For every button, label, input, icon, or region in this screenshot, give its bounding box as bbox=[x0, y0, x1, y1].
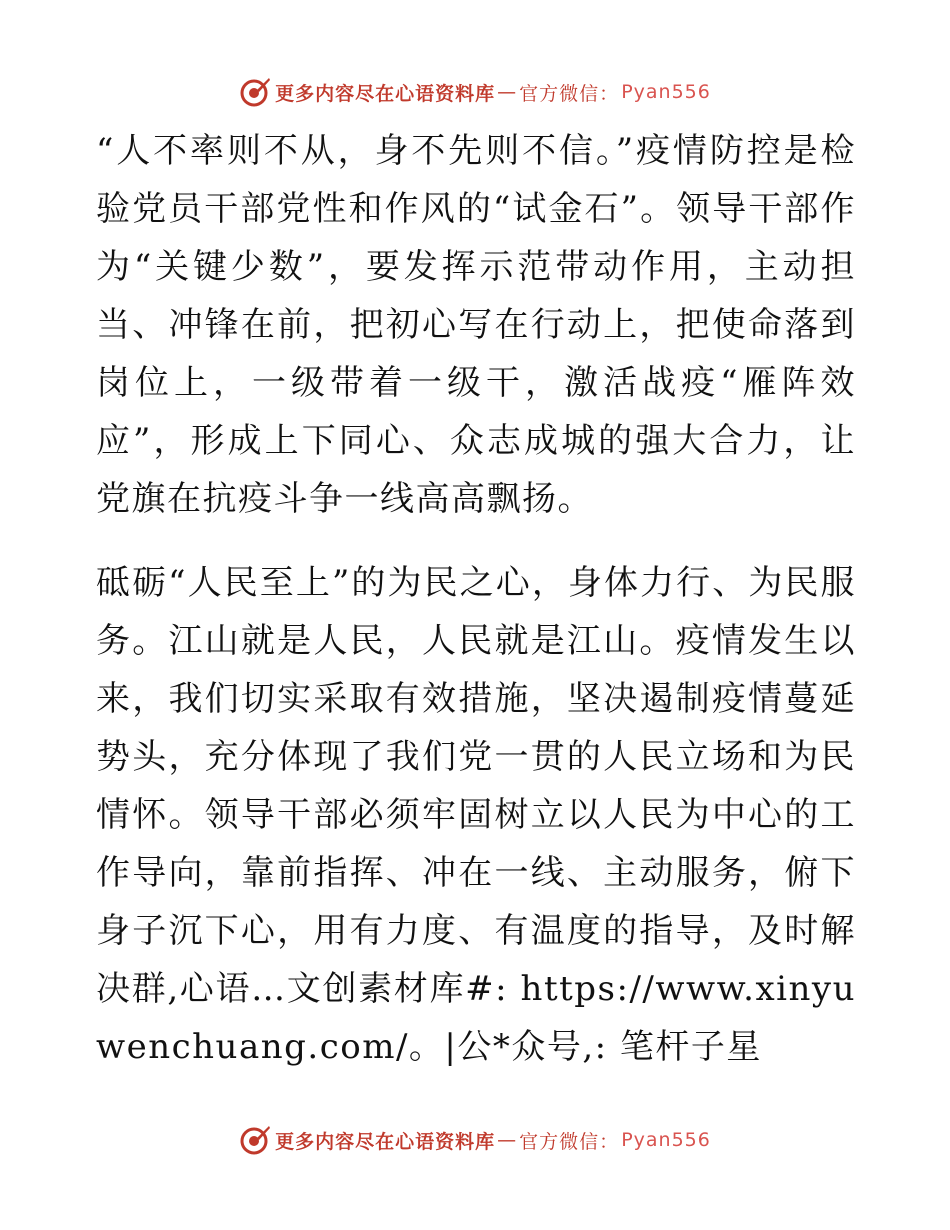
paragraph-2: 砥砺“人民至上”的为民之心，身体力行、为民服务。江山就是人民，人民就是江山。疫情发生以来，我们切实采取有效措施，坚决遏制疫情蔓延势头，充分体现了我们党一贯的人民立场和为民情怀。领导干部必须牢固树立以人民为中心的工作导向，靠前指挥、冲在一线、主动服务，俯下身子沉下心，用有力度、有温度的指导，及时解决群,心语…文创素材库#: https://www.xinyuwenchuang.com/。|公*众号,: 笔杆子星 bbox=[96, 563, 856, 1067]
paragraph-1: “人不率则不从，身不先则不信。”疫情防控是检验党员干部党性和作风的“试金石”。领导干部作为“关键少数”，要发挥示范带动作用，主动担当、冲锋在前，把初心写在行动上，把使命落到岗位上，一级带着一级干，激活战疫“雁阵效应”，形成上下同心、众志成城的强大合力，让党旗在抗疫斗争一线高高飘扬。 bbox=[96, 131, 856, 519]
watermark-dash: — bbox=[497, 81, 518, 103]
body-content bbox=[96, 122, 856, 1076]
watermark-id: Pyan556 bbox=[621, 1129, 711, 1151]
header-watermark bbox=[0, 72, 950, 112]
watermark-main-text: 更多内容尽在心语资料库 bbox=[275, 82, 496, 105]
footer-watermark bbox=[0, 1120, 950, 1160]
watermark-label: 官方微信： bbox=[519, 1130, 620, 1153]
watermark-label: 官方微信： bbox=[519, 82, 620, 105]
watermark-main-text: 更多内容尽在心语资料库 bbox=[275, 1130, 496, 1153]
watermark-dash: — bbox=[497, 1129, 518, 1151]
watermark-id: Pyan556 bbox=[621, 81, 711, 103]
pen-logo-icon bbox=[239, 76, 271, 108]
pen-logo-icon bbox=[239, 1124, 271, 1156]
